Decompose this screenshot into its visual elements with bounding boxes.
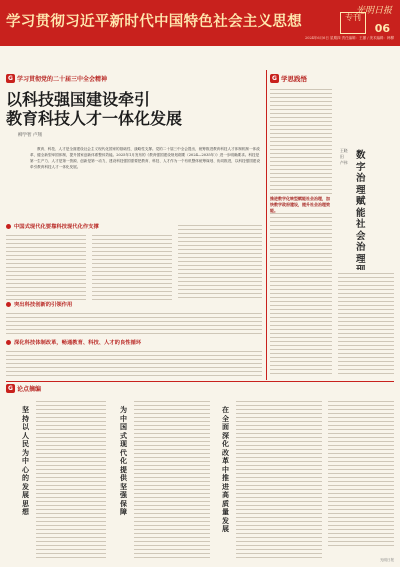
subhead [6,300,72,308]
body-column [6,348,262,378]
section-tag-label: 论点摘编 [17,386,42,393]
section-tag-label: 学思践悟 [281,75,307,83]
section-divider [6,381,394,382]
body-column [36,398,106,558]
deck-paragraph: 教育、科技、人才是全面建设社会主义现代化国家的基础性、战略性支撑。党的二十届三中全会提出，统筹推进教育科技人才体制机制一体改革，健全新型举国体制，提升国家创新体系整体效能。2025年1月发布的《教育强国建设规划纲要（2024—2035年）》进一步明确要求。科技是第一生产力、人才是第一资源、创新是第一动力，建设科技强国需要把教育、科技、人才作为一个有机整体统筹谋划、协同推进，以科技强国建设牵引教育科技人才一体化发展。 [30,147,260,169]
pull-quote: 推进数字化转型赋能社会治理，加快数字政府建设，提升社会治理效能。 [270,196,330,213]
newspaper-logo: 光明日报 [355,6,392,16]
side-title: 数字治理赋能社会治理 [356,150,366,265]
headline [6,90,266,128]
masthead [0,0,400,46]
body-column [92,232,172,300]
body-column [6,310,262,336]
footer-logo: 光明日报 [380,558,394,562]
side-author: 王晓田 卢伟 [340,148,348,165]
masthead-meta: 2024年6月6日 星期四 责任编辑：王灏 / 美术编辑：韩柳 [305,36,394,40]
section-tag-bottom [6,384,41,393]
headline-line: 以科技强国建设牵引 [6,90,151,109]
section-tag-right [270,74,307,83]
subhead-text: 深化科技体制改革，畅通教育、科技、人才的良性循环 [14,340,142,346]
vertical-title: 在全面深化改革中推进高质量发展 [222,405,229,533]
vertical-title: 为中国式现代化提供坚强保障 [120,405,127,516]
headline-line: 教育科技人才一体化发展 [6,109,183,128]
body-column [236,398,322,558]
subhead [6,222,99,230]
body-column [6,232,86,300]
section-logo-icon: G [270,74,279,83]
subhead [6,338,141,346]
section-tag-label: 学习贯彻党的二十届三中全会精神 [17,76,108,83]
byline: 柳学智 卢翔 [18,133,42,138]
body-column [134,398,210,558]
subhead-text: 突出科技创新的引领作用 [14,302,73,308]
page-number: 06 [374,22,390,35]
section-logo-icon: G [6,74,15,83]
masthead-title: 学习贯彻习近平新时代中国特色社会主义思想 [6,14,302,30]
masthead-badge: 专刊 [340,12,366,34]
subhead-text: 中国式现代化要靠科技现代化作支撑 [14,224,99,230]
body-column [270,86,332,376]
body-column [328,398,394,548]
body-column [338,270,394,376]
bullet-icon [6,302,11,307]
column-divider [266,70,267,380]
section-tag-left [6,74,107,83]
section-logo-icon: G [6,384,15,393]
body-column [178,222,262,300]
bullet-icon [6,340,11,345]
vertical-title: 坚持以人民为中心的发展思想 [22,405,29,516]
bullet-icon [6,224,11,229]
